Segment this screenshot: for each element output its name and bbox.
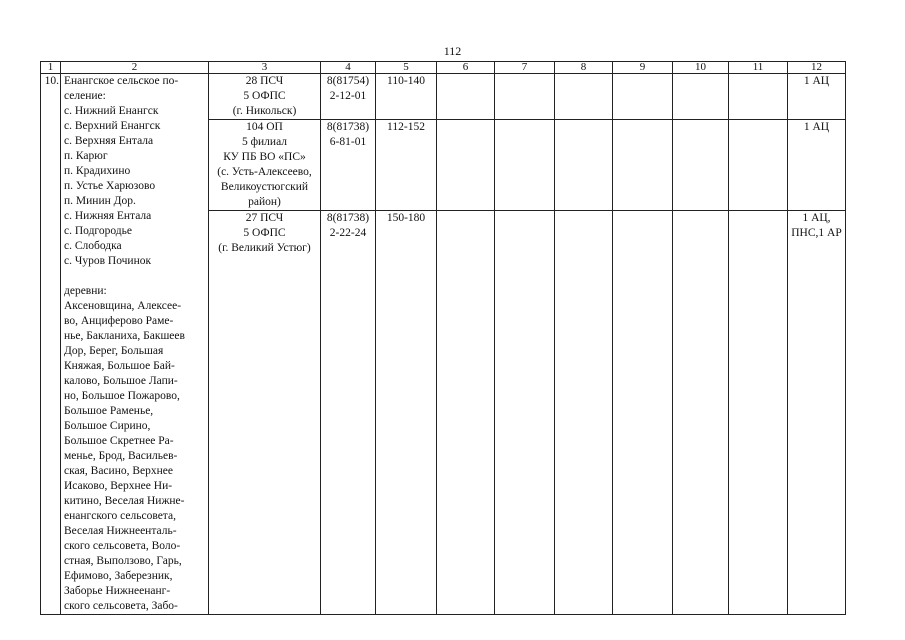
text-line: селение:	[64, 90, 106, 102]
text-line: 1 АЦ	[803, 121, 830, 133]
text-line: п. Крадихино	[64, 165, 131, 177]
phone-cell	[321, 120, 376, 211]
text-line: п. Минин Дор.	[64, 195, 136, 207]
text-line: с. Нижняя Ентала	[64, 210, 152, 222]
text-line: во, Анциферово Раме-	[64, 315, 174, 327]
settlement-cell	[61, 74, 209, 615]
text-line: Большое Раменье,	[64, 405, 154, 417]
text-line: Великоустюгский	[220, 181, 309, 193]
phone-text	[323, 120, 373, 150]
text-line: Енангское сельское по-	[64, 75, 179, 87]
column-number: 2	[61, 62, 209, 74]
column-number: 5	[376, 62, 437, 74]
column-number: 4	[321, 62, 376, 74]
text-line: (с. Усть-Алексеево,	[217, 166, 312, 178]
text-line: 8(81738)	[326, 121, 370, 133]
text-line: район)	[248, 196, 281, 208]
text-line: (г. Никольск)	[232, 105, 297, 117]
text-line: ского сельсовета, Воло-	[64, 540, 181, 552]
phone-cell	[321, 74, 376, 120]
unit-text	[211, 120, 318, 210]
unit-text	[211, 74, 318, 119]
text-line: 5 филиал	[241, 136, 288, 148]
equipment-cell	[788, 211, 846, 615]
column-number-row	[41, 62, 846, 74]
text-line: Заборье Нижнеенанг-	[64, 585, 171, 597]
text-line: 1 АЦ,	[802, 212, 831, 224]
column-number: 1	[41, 62, 61, 74]
text-line: с. Подгородье	[64, 225, 132, 237]
text-line: ского сельсовета, Забо-	[64, 600, 178, 612]
column-number: 8	[555, 62, 613, 74]
column-number: 12	[788, 62, 846, 74]
text-line: Ефимово, Заберезник,	[64, 570, 173, 582]
equipment-text	[790, 74, 843, 89]
unit-cell	[209, 120, 321, 211]
page-number: 112	[443, 44, 462, 58]
text-line: п. Карюг	[64, 150, 108, 162]
text-line: калово, Большое Лапи-	[64, 375, 178, 387]
text-line: 6-81-01	[329, 136, 367, 148]
equipment-text	[790, 120, 843, 135]
column-number: 6	[437, 62, 495, 74]
text-line: с. Слободка	[64, 240, 122, 252]
unit-cell	[209, 74, 321, 120]
unit-cell	[209, 211, 321, 615]
phone-cell	[321, 211, 376, 615]
text-line: Большое Скретнее Ра-	[64, 435, 174, 447]
text-line: стная, Выползово, Гарь,	[64, 555, 182, 567]
equipment-cell	[788, 120, 846, 211]
text-line: Веселая Нижнеенталь-	[64, 525, 177, 537]
column-number: 3	[209, 62, 321, 74]
text-line: Большое Сирино,	[64, 420, 151, 432]
text-line: китино, Веселая Нижне-	[64, 495, 185, 507]
text-line: 1 АЦ	[803, 75, 830, 87]
equipment-cell	[788, 74, 846, 120]
text-line: 8(81738)	[326, 212, 370, 224]
text-line: 27 ПСЧ	[245, 212, 284, 224]
text-line: КУ ПБ ВО «ПС»	[223, 151, 306, 163]
text-line: но, Большое Пожарово,	[64, 390, 180, 402]
text-line: Исаково, Верхнее Ни-	[64, 480, 173, 492]
text-line: с. Нижний Енангск	[64, 105, 159, 117]
villages-list	[64, 284, 206, 614]
column-number: 7	[495, 62, 555, 74]
text-line: 104 ОП	[246, 121, 283, 133]
time-cell: 112-152	[376, 120, 437, 211]
text-line: Княжая, Большое Бай-	[64, 360, 175, 372]
text-line: менье, Брод, Васильев-	[64, 450, 178, 462]
text-line: с. Чуров Починок	[64, 255, 152, 267]
phone-text	[323, 211, 373, 241]
text-line: 2-22-24	[329, 227, 367, 239]
text-line: нье, Бакланиха, Бакшеев	[64, 330, 185, 342]
text-line: 28 ПСЧ	[245, 75, 284, 87]
text-line: 5 ОФПС	[243, 90, 286, 102]
text-line: с. Верхний Енангск	[64, 120, 161, 132]
table-row	[41, 74, 846, 120]
text-line: енангского сельсовета,	[64, 510, 176, 522]
text-line: Аксеновщина, Алексее-	[64, 300, 182, 312]
settlement-list	[64, 74, 206, 269]
dispatch-table	[40, 61, 846, 615]
text-line: 5 ОФПС	[243, 227, 286, 239]
unit-text	[211, 211, 318, 256]
text-line: 8(81754)	[326, 75, 370, 87]
row-number: 10.	[41, 74, 61, 615]
phone-text	[323, 74, 373, 104]
text-line: 2-12-01	[329, 90, 367, 102]
text-line: ская, Васино, Верхнее	[64, 465, 173, 477]
text-line: с. Верхняя Ентала	[64, 135, 154, 147]
text-line: (г. Великий Устюг)	[218, 242, 311, 254]
column-number: 9	[613, 62, 673, 74]
time-cell: 150-180	[376, 211, 437, 615]
text-line: деревни:	[64, 285, 107, 297]
text-line: Дор, Берег, Большая	[64, 345, 164, 357]
text-line: ПНС,1 АР	[791, 227, 842, 239]
column-number: 10	[673, 62, 729, 74]
column-number: 11	[729, 62, 788, 74]
text-line: п. Устье Харюзово	[64, 180, 156, 192]
time-cell: 110-140	[376, 74, 437, 120]
equipment-text	[790, 211, 843, 241]
